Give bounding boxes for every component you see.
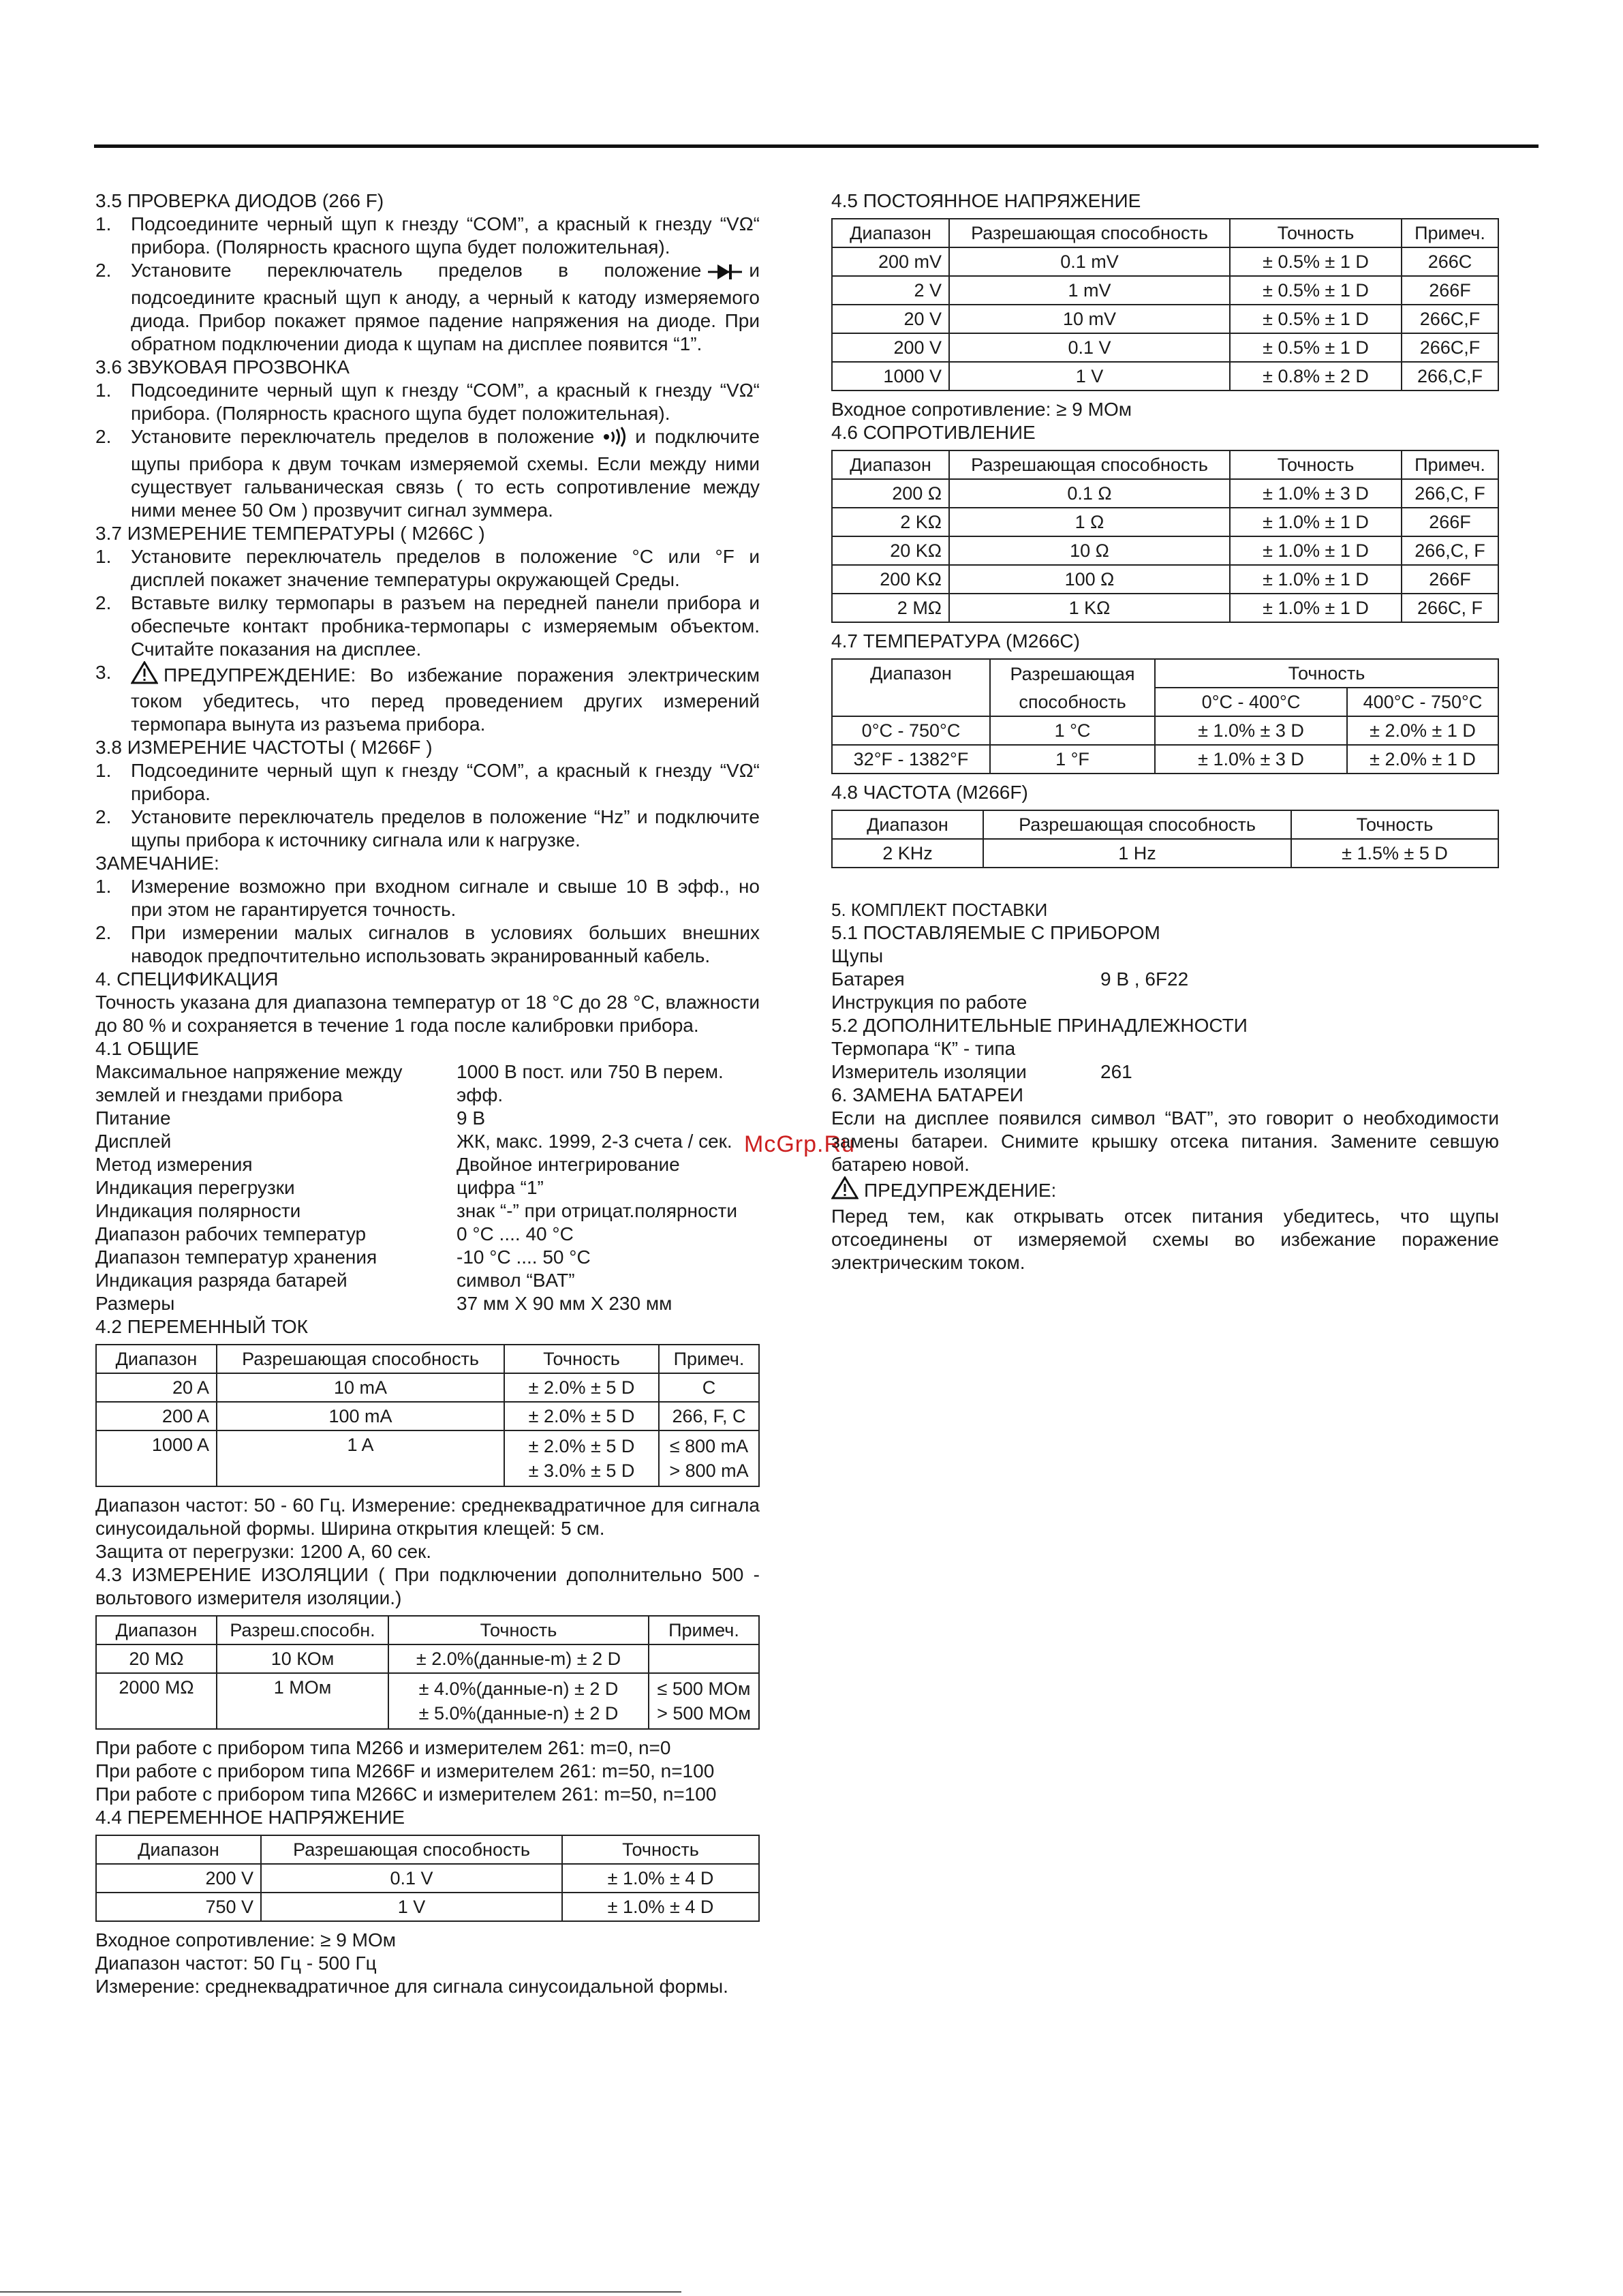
table-row: 0°C - 750°C 1 °C ± 1.0% ± 3 D ± 2.0% ± 1 D	[832, 716, 1498, 745]
table-row: 2 V 1 mV ± 0.5% ± 1 D 266F	[832, 276, 1498, 305]
table-row: 20 A 10 mA ± 2.0% ± 5 D C	[96, 1373, 759, 1402]
section-5-1-title: 5.1 ПОСТАВЛЯЕМЫЕ С ПРИБОРОМ	[831, 922, 1160, 943]
top-rule	[94, 144, 1539, 148]
section-4-5-title: 4.5 ПОСТОЯННОЕ НАПРЯЖЕНИЕ	[831, 190, 1141, 211]
table-row: 1000 A 1 A ± 2.0% ± 5 D ± 3.0% ± 5 D ≤ 800 mA > 800 mA	[96, 1430, 759, 1486]
table-row: 20 KΩ 10 Ω ± 1.0% ± 1 D 266,C, F	[832, 536, 1498, 565]
insulation-note: При работе с прибором типа М266С и измерителем 261: m=50, n=100	[95, 1784, 717, 1805]
table-header-row: Диапазон Разреш.способн. Точность Примеч.	[96, 1616, 759, 1644]
table-header-row: Диапазон Разрешающая способность Точность	[96, 1835, 759, 1864]
table-row: 200 A 100 mA ± 2.0% ± 5 D 266, F, C	[96, 1402, 759, 1430]
list-item: 2. Установите переключатель пределов в положение и подключите щупы прибора к двум точкам измеряемой схемы. Если между ними существует гальваническая связь ( то есть сопротивление между ними менее 50 Ом ) прозвучит сигнал зуммера.	[95, 426, 760, 521]
insulation-note: При работе с прибором типа М266 и измерителем 261: m=0, n=0	[95, 1737, 671, 1758]
table-header-row: способность 0°C - 400°C 400°C - 750°C	[832, 688, 1498, 716]
section-3-7-list	[95, 545, 760, 736]
ac-current-overload: Защита от перегрузки: 1200 А, 60 сек.	[95, 1541, 432, 1562]
list-item: 1. Подсоедините черный щуп к гнезду “COM”, а красный к гнезду “VΩ“ прибора.	[95, 760, 760, 804]
table-row: 2 KHz 1 Hz ± 1.5% ± 5 D	[832, 839, 1498, 868]
accessories-list: Термопара “К” - типа Измеритель изоляции 261	[831, 1038, 1132, 1082]
table-row: 200 V 0.1 V ± 0.5% ± 1 D 266C,F	[832, 333, 1498, 362]
table-row: 2 MΩ 1 KΩ ± 1.0% ± 1 D 266C, F	[832, 594, 1498, 622]
list-item: 2. Вставьте вилку термопары в разъем на передней панели прибора и обеспечьте контакт пробника-термопары с измеряемым объектом. Считайте показания на дисплее.	[95, 592, 760, 660]
diode-icon	[708, 263, 742, 286]
ac-voltage-table	[95, 1835, 760, 1922]
section-4-text: Точность указана для диапазона температур от 18 °С до 28 °С, влажности до 80 % и сохраняется в течение 1 года после калибровки прибора.	[95, 992, 760, 1036]
table-row: 200 V 0.1 V ± 1.0% ± 4 D	[96, 1864, 759, 1893]
section-3-7-title: 3.7 ИЗМЕРЕНИЕ ТЕМПЕРАТУРЫ ( М266С )	[95, 523, 485, 544]
frequency-table	[831, 810, 1499, 868]
warning-icon	[131, 661, 158, 690]
section-4-6-title: 4.6 СОПРОТИВЛЕНИЕ	[831, 422, 1036, 443]
general-spec-list: Максимальное напряжение между 1000 В пост. или 750 В перем. землей и гнездами прибора эфф. Питание 9 В Дисплей ЖК, макс. 1999, 2-3 счета / сек. Метод измерения Двойное интегрирование Индикация перегрузки цифра “1” Индикация полярности знак “-” при отрицат.полярности Диапазон рабочих температур 0 °С .... 40 °С Диапазон температур хранения -10 °С .... 50 °С Индикация разряда батарей символ “BAT” Размеры 37 мм Х 90 мм Х 230 мм	[95, 1061, 737, 1314]
section-3-6-title: 3.6 ЗВУКОВАЯ ПРОЗВОНКА	[95, 356, 350, 378]
section-5-2-title: 5.2 ДОПОЛНИТЕЛЬНЫЕ ПРИНАДЛЕЖНОСТИ	[831, 1015, 1248, 1036]
ac-voltage-note: Входное сопротивление: ≥ 9 МОм	[95, 1929, 396, 1950]
list-item: 3. ПРЕДУПРЕЖДЕНИЕ: Во избежание поражения электрическим током убедитесь, что перед проведением других измерений термопара вынута из разъема прибора.	[95, 662, 760, 735]
temperature-table	[831, 658, 1499, 774]
bottom-rule	[0, 2291, 681, 2293]
section-3-6-list	[95, 379, 760, 522]
watermark: McGrp.Ru	[744, 1131, 855, 1157]
right-column	[831, 189, 1499, 1274]
note-list	[95, 875, 760, 968]
table-row: 20 MΩ 10 КОм ± 2.0%(данные-m) ± 2 D	[96, 1644, 759, 1673]
section-4-8-title: 4.8 ЧАСТОТА (М266F)	[831, 782, 1028, 803]
section-4-4-title: 4.4 ПЕРЕМЕННОЕ НАПРЯЖЕНИЕ	[95, 1807, 405, 1828]
dc-voltage-note: Входное сопротивление: ≥ 9 МОм	[831, 399, 1132, 420]
buzzer-icon	[601, 427, 628, 453]
ac-voltage-note: Диапазон частот: 50 Гц - 500 Гц	[95, 1953, 377, 1974]
resistance-table	[831, 450, 1499, 623]
section-3-5-list	[95, 213, 760, 356]
table-row: 1000 V 1 V ± 0.8% ± 2 D 266,C,F	[832, 362, 1498, 391]
table-header-row: Диапазон Разрешающая Точность	[832, 659, 1498, 688]
left-column	[95, 189, 760, 1998]
table-row: 200 Ω 0.1 Ω ± 1.0% ± 3 D 266,C, F	[832, 479, 1498, 508]
section-4-2-title: 4.2 ПЕРЕМЕННЫЙ ТОК	[95, 1316, 308, 1337]
list-item: 1. Установите переключатель пределов в положение °С или °F и дисплей покажет значение температуры окружающей Среды.	[95, 546, 760, 590]
note-title: ЗАМЕЧАНИЕ:	[95, 853, 219, 874]
list-item: 1. Подсоедините черный щуп к гнезду “COM”, а красный к гнезду “VΩ“ прибора. (Полярность красного щупа будет положительная).	[95, 380, 760, 424]
section-4-title: 4. СПЕЦИФИКАЦИЯ	[95, 968, 279, 990]
table-row: 200 KΩ 100 Ω ± 1.0% ± 1 D 266F	[832, 565, 1498, 594]
supplied-items-list: Щупы Батарея 9 В , 6F22 Инструкция по работе	[831, 945, 1189, 1013]
warning-text: Перед тем, как открывать отсек питания убедитесь, что щупы отсоединены от измеряемой схемы во избежание поражение электрическим током.	[831, 1206, 1499, 1273]
warning-icon	[831, 1176, 859, 1205]
list-item: 2. Установите переключатель пределов в положение “Hz” и подключите щупы прибора к источнику сигнала или к нагрузке.	[95, 806, 760, 851]
section-6-text: Если на дисплее появился символ “BAT”, это говорит о необходимости замены батареи. Снимите крышку отсека питания. Замените севшую батарею новой.	[831, 1107, 1499, 1175]
list-item: 1. Подсоедините черный щуп к гнезду “COM”, а красный к гнезду “VΩ“ прибора. (Полярность красного щупа будет положительная).	[95, 213, 760, 258]
table-header-row: Диапазон Разрешающая способность Точность Примеч.	[96, 1345, 759, 1373]
section-3-5-title: 3.5 ПРОВЕРКА ДИОДОВ (266 F)	[95, 190, 384, 211]
section-5-title: 5. КОМПЛЕКТ ПОСТАВКИ	[831, 900, 1048, 920]
table-header-row: Диапазон Разрешающая способность Точность Примеч.	[832, 450, 1498, 479]
list-item: 1. Измерение возможно при входном сигнале и свыше 10 В эфф., но при этом не гарантируется точность.	[95, 876, 760, 920]
warning-heading: ПРЕДУПРЕЖДЕНИЕ:	[831, 1176, 1499, 1205]
table-row: 20 V 10 mV ± 0.5% ± 1 D 266C,F	[832, 305, 1498, 333]
section-4-7-title: 4.7 ТЕМПЕРАТУРА (М266С)	[831, 630, 1080, 652]
section-3-8-title: 3.8 ИЗМЕРЕНИЕ ЧАСТОТЫ ( М266F )	[95, 737, 433, 758]
insulation-note: При работе с прибором типа М266F и измерителем 261: m=50, n=100	[95, 1760, 715, 1781]
section-3-8-list	[95, 759, 760, 852]
list-item: 2. При измерении малых сигналов в условиях больших внешних наводок предпочтительно использовать экранированный кабель.	[95, 922, 760, 966]
ac-voltage-note: Измерение: среднеквадратичное для сигнала синусоидальной формы.	[95, 1976, 728, 1997]
ac-current-table	[95, 1344, 760, 1487]
table-row: 750 V 1 V ± 1.0% ± 4 D	[96, 1893, 759, 1921]
table-header-row: Диапазон Разрешающая способность Точность	[832, 810, 1498, 839]
table-row: 32°F - 1382°F 1 °F ± 1.0% ± 3 D ± 2.0% ± 1 D	[832, 745, 1498, 774]
table-row: 2000 MΩ 1 МОм ± 4.0%(данные-n) ± 2 D ± 5.0%(данные-n) ± 2 D ≤ 500 МОм > 500 МОм	[96, 1673, 759, 1729]
list-item: 2. Установите переключатель пределов в положение и подсоедините красный щуп к аноду, а черный к катоду измеряемого диода. Прибор покажет прямое падение напряжения на диоде. При обратном подключении диода к щупам на дисплее появится “1”.	[95, 260, 760, 354]
section-4-1-title: 4.1 ОБЩИЕ	[95, 1038, 199, 1059]
section-4-3-title: 4.3 ИЗМЕРЕНИЕ ИЗОЛЯЦИИ ( При подключении дополнительно 500 - вольтового измерителя изоляции.)	[95, 1564, 760, 1608]
insulation-table	[95, 1615, 760, 1730]
table-header-row: Диапазон Разрешающая способность Точность Примеч.	[832, 219, 1498, 247]
table-row: 2 KΩ 1 Ω ± 1.0% ± 1 D 266F	[832, 508, 1498, 536]
dc-voltage-table	[831, 218, 1499, 391]
table-row: 200 mV 0.1 mV ± 0.5% ± 1 D 266C	[832, 247, 1498, 276]
ac-current-notes: Диапазон частот: 50 - 60 Гц. Измерение: среднеквадратичное для сигнала синусоидальной формы. Ширина открытия клещей: 5 см.	[95, 1495, 760, 1539]
section-6-title: 6. ЗАМЕНА БАТАРЕИ	[831, 1084, 1023, 1105]
